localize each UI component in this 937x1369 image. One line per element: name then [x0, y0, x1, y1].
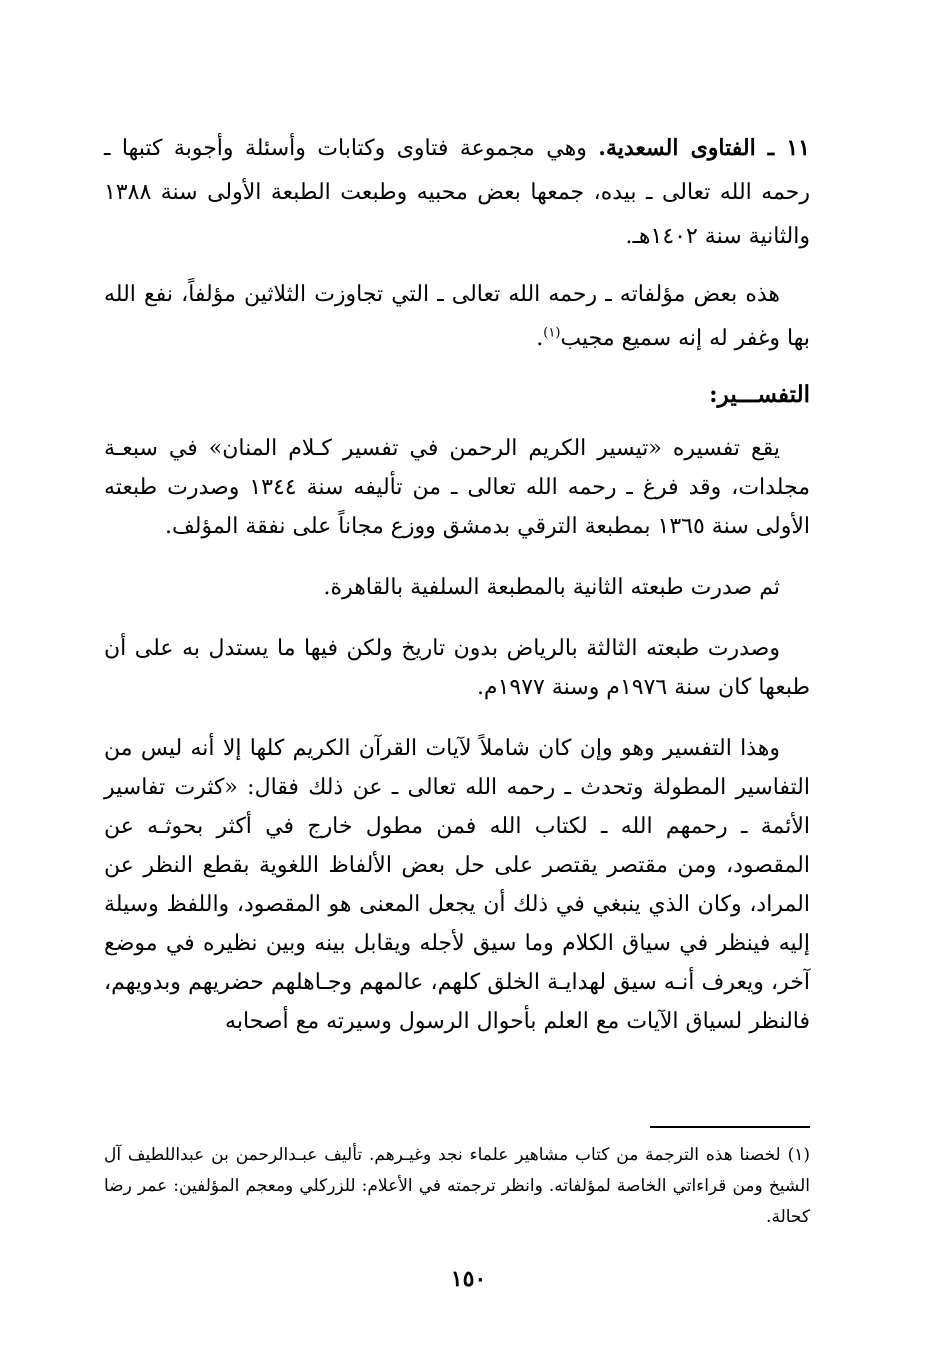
footnote-separator [650, 1126, 810, 1128]
book-item-11 [104, 126, 810, 259]
footnote: (١) لخصنا هذه الترجمة من كتاب مشاهير علماء نجد وغيـرهم. تأليف عبـدالرحمن بن عبداللطيف آل الشيخ ومن قراءاتي الخاصة لمؤلفاته. وانظر ترجمته في الأعلام: للزركلي ومعجم المؤلفين: عمر رضا كحالة. [104, 1145, 810, 1227]
section-heading: التفســـير: [709, 381, 810, 408]
book-item-description: وهي مجموعة فتاوى وكتابات وأسئلة وأجوبة كتبها ـ رحمه الله تعالى ـ بيده، جمعها بعض محبيه وطبعت الطبعة الأولى سنة ١٣٨٨ والثانية سنة ١٤٠٢هـ. [104, 136, 810, 249]
spacer [104, 361, 810, 375]
spacer [104, 259, 810, 273]
book-item-title: ١١ ـ الفتاوى السعدية. [598, 135, 810, 161]
summary-text: هذه بعض مؤلفاته ـ رحمه الله تعالى ـ التي تجاوزت الثلاثين مؤلفاً، نفع الله بها وغفر له إنه سميع مجيب [104, 282, 810, 351]
paragraph: يقع تفسيره «تيسير الكريم الرحمن في تفسير كـلام المنان» في سبعـة مجلدات، وقد فرغ ـ رحمه الله تعالى ـ من تأليفه سنة ١٣٤٤ وصدرت طبعته الأولى سنة ١٣٦٥ بمطبعة الترقي بدمشق ووزع مجاناً على نفقة المؤلف. [104, 436, 810, 539]
spacer [104, 707, 810, 729]
spacer [104, 607, 810, 629]
summary-end: . [536, 326, 544, 351]
summary-paragraph [104, 273, 810, 361]
spacer [104, 546, 810, 568]
page-body [104, 126, 810, 1041]
spacer [104, 415, 810, 429]
page-number: ١٥٠ [450, 1266, 487, 1292]
paragraph: وهذا التفسير وهو وإن كان شاملاً لآيات القرآن الكريم كلها إلا أنه ليس من التفاسير المطولة وتحدث ـ رحمه الله تعالى ـ عن ذلك فقال: «كثرت تفاسير الأئمة ـ رحمهم الله ـ لكتاب الله فمن مطول خارج في أكثر بحوثـه عن المقصود، ومن مقتصر يقتصر على حل بعض الألفاظ اللغوية بقطع النظر عن المراد، وكان الذي ينبغي في ذلك أن يجعل المعنى هو المقصود، واللفظ وسيلة إليه فينظر في سياق الكلام وما سيق لأجله ويقابل بينه وبين نظيره في موضع آخر، ويعرف أنـه سيق لهدايـة الخلق كلهم، عالمهم وجـاهلهم حضريهم وبدويهم، فالنظر لسياق الآيات مع العلم بأحوال الرسول وسيرته مع أصحابه [104, 736, 810, 1034]
footnote-reference: (١) [543, 325, 561, 341]
paragraph: ثم صدرت طبعته الثانية بالمطبعة السلفية بالقاهرة. [323, 575, 780, 600]
paragraph: وصدرت طبعته الثالثة بالرياض بدون تاريخ ولكن فيها ما يستدل به على أن طبعها كان سنة ١٩٧٦م وسنة ١٩٧٧م. [104, 636, 810, 700]
